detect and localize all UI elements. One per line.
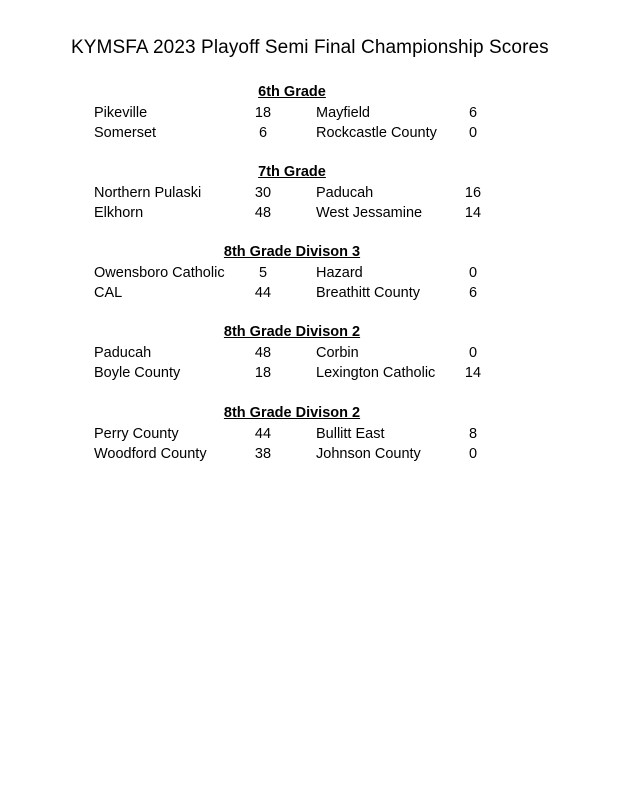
team2-name: West Jessamine [316,205,423,221]
team1-score: 30 [254,185,272,201]
team1-score: 48 [254,345,272,361]
team2-name: Breathitt County [316,285,420,301]
team2-name: Mayfield [316,105,370,121]
section-heading: 6th Grade [258,84,326,100]
team1-score: 44 [254,426,272,442]
team1-score: 48 [254,205,272,221]
team2-name: Bullitt East [316,426,385,442]
team2-score: 16 [464,185,482,201]
team2-score: 6 [468,285,478,301]
game-row [0,125,618,145]
team2-score: 0 [468,125,478,141]
section-heading: 7th Grade [258,164,326,180]
team2-name: Lexington Catholic [316,365,436,381]
team2-score: 0 [468,345,478,361]
section-heading: 8th Grade Divison 2 [223,405,361,421]
team1-score: 18 [254,105,272,121]
section-heading: 8th Grade Divison 3 [223,244,361,260]
team1-score: 6 [258,125,268,141]
game-row [0,205,618,225]
team1-name: Woodford County [94,446,207,462]
game-row [0,426,618,446]
team2-score: 0 [468,265,478,281]
team1-score: 5 [258,265,268,281]
team1-score: 44 [254,285,272,301]
section-heading: 8th Grade Divison 2 [223,324,361,340]
game-row [0,265,618,285]
game-row [0,285,618,305]
team1-name: Pikeville [94,105,148,121]
team1-name: Paducah [94,345,152,361]
team2-score: 0 [468,446,478,462]
page-title: KYMSFA 2023 Playoff Semi Final Championship Scores [71,37,549,58]
team2-score: 14 [464,205,482,221]
team1-name: Somerset [94,125,157,141]
team1-score: 38 [254,446,272,462]
game-row [0,185,618,205]
team2-score: 6 [468,105,478,121]
team2-name: Paducah [316,185,374,201]
game-row [0,365,618,385]
team1-name: Owensboro Catholic [94,265,225,281]
team2-score: 8 [468,426,478,442]
game-row [0,105,618,125]
team1-name: Perry County [94,426,179,442]
team1-name: Elkhorn [94,205,144,221]
team1-score: 18 [254,365,272,381]
team2-name: Hazard [316,265,363,281]
team1-name: CAL [94,285,123,301]
team1-name: Boyle County [94,365,181,381]
game-row [0,446,618,466]
team2-name: Johnson County [316,446,421,462]
team1-name: Northern Pulaski [94,185,202,201]
game-row [0,345,618,365]
team2-name: Rockcastle County [316,125,437,141]
team2-score: 14 [464,365,482,381]
team2-name: Corbin [316,345,359,361]
